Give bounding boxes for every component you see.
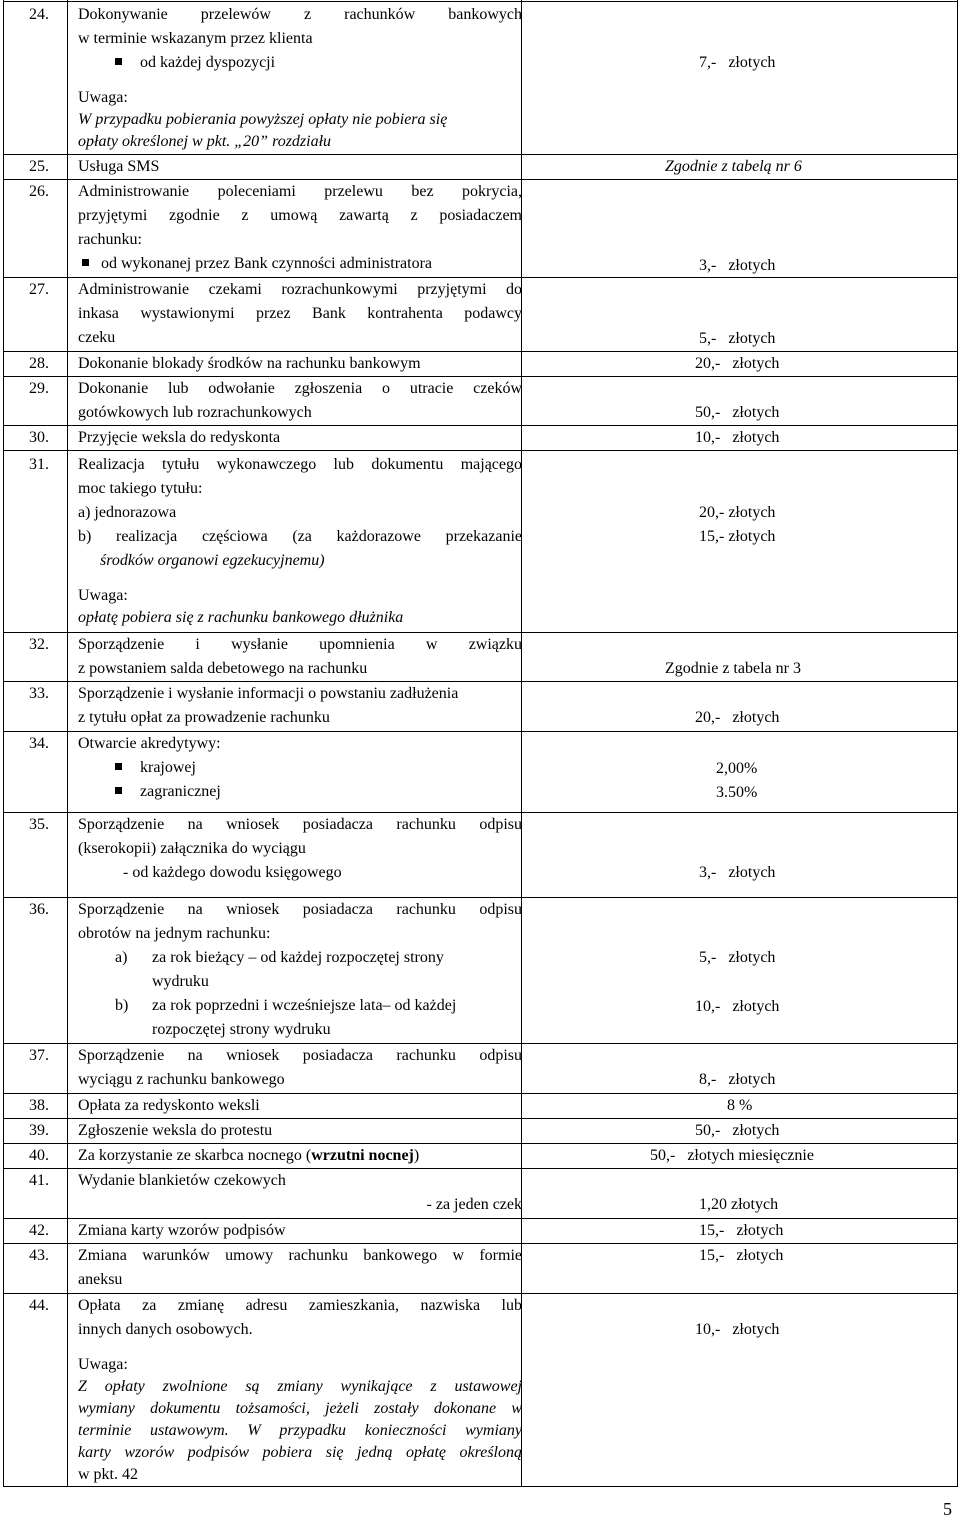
bullet-icon (115, 763, 122, 770)
page-number: 5 (943, 1499, 952, 1519)
price: 7,- złotych (699, 54, 776, 71)
price: 8,- złotych (699, 1071, 776, 1088)
price: 15,- złotych (699, 1247, 784, 1264)
table-row: 33. Sporządzenie i wysłanie informacji o powstaniu zadłużenia z tytułu opłat za prowadzenie rachunku 20,- złotych (3, 681, 958, 731)
price: 50,- złotych miesięcznie (650, 1147, 814, 1164)
price: 20,- złotych (695, 709, 780, 726)
price: 10,- złotych (695, 429, 780, 446)
table-row: 31. Realizacja tytułu wykonawczego lub dokumentu mającego moc takiego tytułu: a) jednorazowa b) realizacja częściowa (za każdorazowe przekazanie środków organowi egzekucyjnemu) Uwaga: opłatę pobiera się z rachunku bankowego dłużnika 20,- złotych 15,- złotych (3, 450, 958, 632)
table-row: 29. Dokonanie lub odwołanie zgłoszenia o utracie czeków gotówkowych lub rozrachunkowych 50,- złotych (3, 376, 958, 425)
table-row: 42. Zmiana karty wzorów podpisów 15,- złotych (3, 1218, 958, 1243)
price: 1,20 złotych (699, 1196, 779, 1213)
table-row: 27. Administrowanie czekami rozrachunkowymi przyjętymi do inkasa wystawionymi przez Bank kontrahenta podawcy czeku 5,- złotych (3, 277, 958, 351)
table-border-bottom (3, 1486, 958, 1487)
price: 20,- złotych (695, 355, 780, 372)
table-row: 41. Wydanie blankietów czekowych - za jeden czek 1,20 złotych (3, 1168, 958, 1218)
price: Zgodnie z tabela nr 3 (665, 660, 801, 677)
row-description: Dokonywanie przelewów z rachunków bankowych w terminie wskazanym przez klienta od każdej dyspozycji Uwaga: W przypadku pobierania powyższej opłaty nie pobiera się opłaty określonej w pkt. „20” rozdziału (78, 6, 522, 150)
note-text: W przypadku pobierania powyższej opłaty nie pobiera się (78, 111, 448, 128)
table-row: 32. Sporządzenie i wysłanie upomnienia w związku z powstaniem salda debetowego na rachunku Zgodnie z tabela nr 3 (3, 632, 958, 681)
price: 3,- złotych (699, 864, 776, 881)
table-row: 25. Usługa SMS Zgodnie z tabelą nr 6 (3, 154, 958, 179)
price-a: 20,- złotych (699, 504, 776, 521)
row-number: 24. (29, 6, 49, 23)
table-row: 35. Sporządzenie na wniosek posiadacza rachunku odpisu (kserokopii) załącznika do wyciągu - od każdego dowodu księgowego 3,- złotych (3, 812, 958, 897)
price: 10,- złotych (695, 1321, 780, 1338)
price: 3,- złotych (699, 257, 776, 274)
price: 50,- złotych (695, 404, 780, 421)
note-text: opłatę pobiera się z rachunku bankowego dłużnika (78, 609, 404, 626)
table-row: 40. Za korzystanie ze skarbca nocnego (wrzutni nocnej) 50,- złotych miesięcznie (3, 1143, 958, 1168)
table-row: 30. Przyjęcie weksla do redyskonta 10,- złotych (3, 425, 958, 450)
price-b: 15,- złotych (699, 528, 776, 545)
note-label: Uwaga: (78, 587, 128, 604)
bullet-icon (115, 787, 122, 794)
table-row: 36. Sporządzenie na wniosek posiadacza rachunku odpisu obrotów na jednym rachunku: a) za rok bieżący – od każdej rozpoczętej strony wydruku b) za rok poprzedni i wcześniejsze lata– od każdej rozpoczętej strony wydruku 5,- złotych 10,- złotych (3, 897, 958, 1043)
price: Zgodnie z tabelą nr 6 (665, 158, 802, 175)
bullet-icon (115, 58, 122, 65)
note-text: Z opłaty zwolnione są zmiany wynikające z ustawowej (78, 1378, 522, 1395)
table-row: 37. Sporządzenie na wniosek posiadacza rachunku odpisu wyciągu z rachunku bankowego 8,- złotych (3, 1043, 958, 1093)
bullet-icon (82, 259, 89, 266)
table-row: 38. Opłata za redyskonto weksli 8 % (3, 1093, 958, 1118)
table-row: 44. Opłata za zmianę adresu zamieszkania, nazwiska lub innych danych osobowych. Uwaga: Z opłaty zwolnione są zmiany wynikające z ustawowej wymiany dokumentu tożsamości, jeżeli zostały dokonane w terminie ustawowym. W przypadku konieczności wymiany karty wzorów podpisów pobiera się jedną opłatę określoną w pkt. 42 10,- złotych (3, 1293, 958, 1486)
price-a: 2,00% (716, 760, 758, 777)
price: 15,- złotych (699, 1222, 784, 1239)
table-row: 26. Administrowanie poleceniami przelewu bez pokrycia, przyjętymi zgodnie z umową zawartą z posiadaczem rachunku: od wykonanej przez Bank czynności administratora 3,- złotych (3, 179, 958, 277)
note-label: Uwaga: (78, 89, 128, 106)
price-a: 5,- złotych (699, 949, 776, 966)
table-row: 28. Dokonanie blokady środków na rachunku bankowym 20,- złotych (3, 351, 958, 376)
note-label: Uwaga: (78, 1356, 128, 1373)
price: 5,- złotych (699, 330, 776, 347)
table-row (3, 1, 958, 154)
table-row: 34. Otwarcie akredytywy: krajowej zagranicznej 2,00% 3.50% (3, 731, 958, 812)
table-row: 43. Zmiana warunków umowy rachunku bankowego w formie aneksu 15,- złotych (3, 1243, 958, 1293)
price: 50,- złotych (695, 1122, 780, 1139)
price-b: 3.50% (716, 784, 758, 801)
price: 8 % (727, 1097, 753, 1114)
table-row: 39. Zgłoszenie weksla do protestu 50,- złotych (3, 1118, 958, 1143)
price-b: 10,- złotych (695, 998, 780, 1015)
